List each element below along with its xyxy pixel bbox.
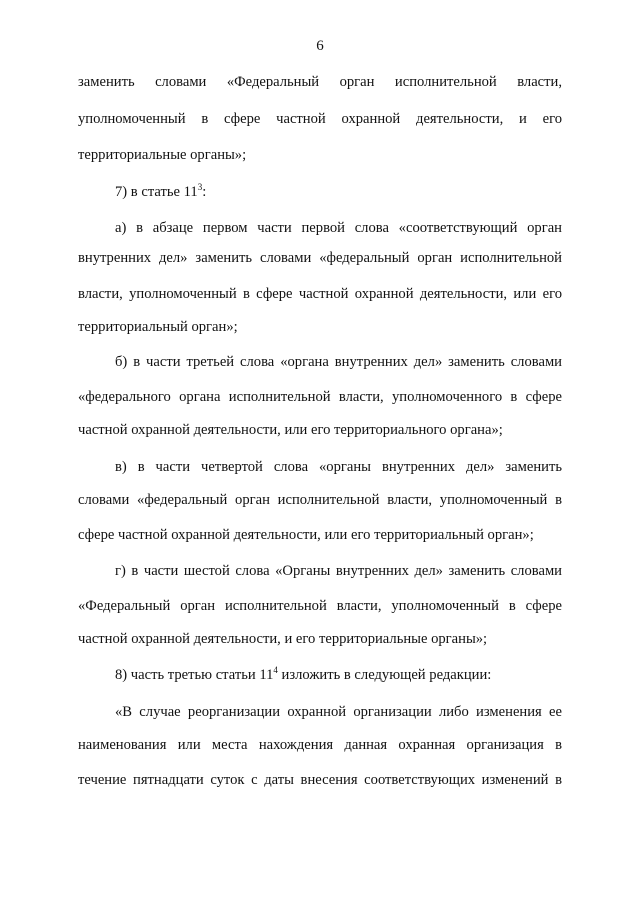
paragraph-line: словами «федеральный орган исполнительной власти, уполномоченный в	[78, 492, 562, 508]
paragraph-line: «Федеральный орган исполнительной власти, уполномоченный в сфере	[78, 598, 562, 614]
paragraph-line: б) в части третьей слова «органа внутренних дел» заменить словами	[115, 354, 562, 370]
paragraph-line: уполномоченный в сфере частной охранной деятельности, и его	[78, 111, 562, 127]
paragraph-line: территориальные органы»;	[78, 147, 247, 163]
paragraph-line: территориальный орган»;	[78, 319, 238, 335]
paragraph-line: сфере частной охранной деятельности, или его территориальный орган»;	[78, 527, 534, 543]
paragraph-line: наименования или места нахождения данная охранная организация в	[78, 737, 562, 753]
paragraph-line: власти, уполномоченный в сфере частной охранной деятельности, или его	[78, 286, 562, 302]
paragraph-line: внутренних дел» заменить словами «федеральный орган исполнительной	[78, 250, 562, 266]
list-item-suffix: :	[202, 184, 207, 200]
paragraph-line: в) в части четвертой слова «органы внутренних дел» заменить	[115, 459, 562, 475]
paragraph-line: г) в части шестой слова «Органы внутренних дел» заменить словами	[115, 563, 562, 579]
list-item-7	[115, 183, 562, 201]
paragraph-line: «федерального органа исполнительной власти, уполномоченного в сфере	[78, 389, 562, 405]
paragraph-line: заменить словами «Федеральный орган исполнительной власти,	[78, 74, 562, 90]
paragraph-line: частной охранной деятельности, и его территориальные органы»;	[78, 631, 488, 647]
list-item-suffix: изложить в следующей редакции:	[277, 667, 492, 683]
superscript: 3	[197, 182, 203, 193]
paragraph-line: «В случае реорганизации охранной организации либо изменения ее	[115, 704, 562, 720]
superscript: 4	[273, 665, 278, 676]
list-item-text: 7) в статье 11	[115, 184, 198, 200]
paragraph-line: течение пятнадцати суток с даты внесения соответствующих изменений в	[78, 772, 562, 788]
page-number: 6	[316, 38, 324, 54]
paragraph-line: а) в абзаце первом части первой слова «соответствующий орган	[115, 220, 562, 236]
list-item-8	[115, 666, 562, 684]
list-item-text: 8) часть третью статьи 11	[115, 667, 274, 683]
paragraph-line: частной охранной деятельности, или его территориального органа»;	[78, 422, 503, 438]
